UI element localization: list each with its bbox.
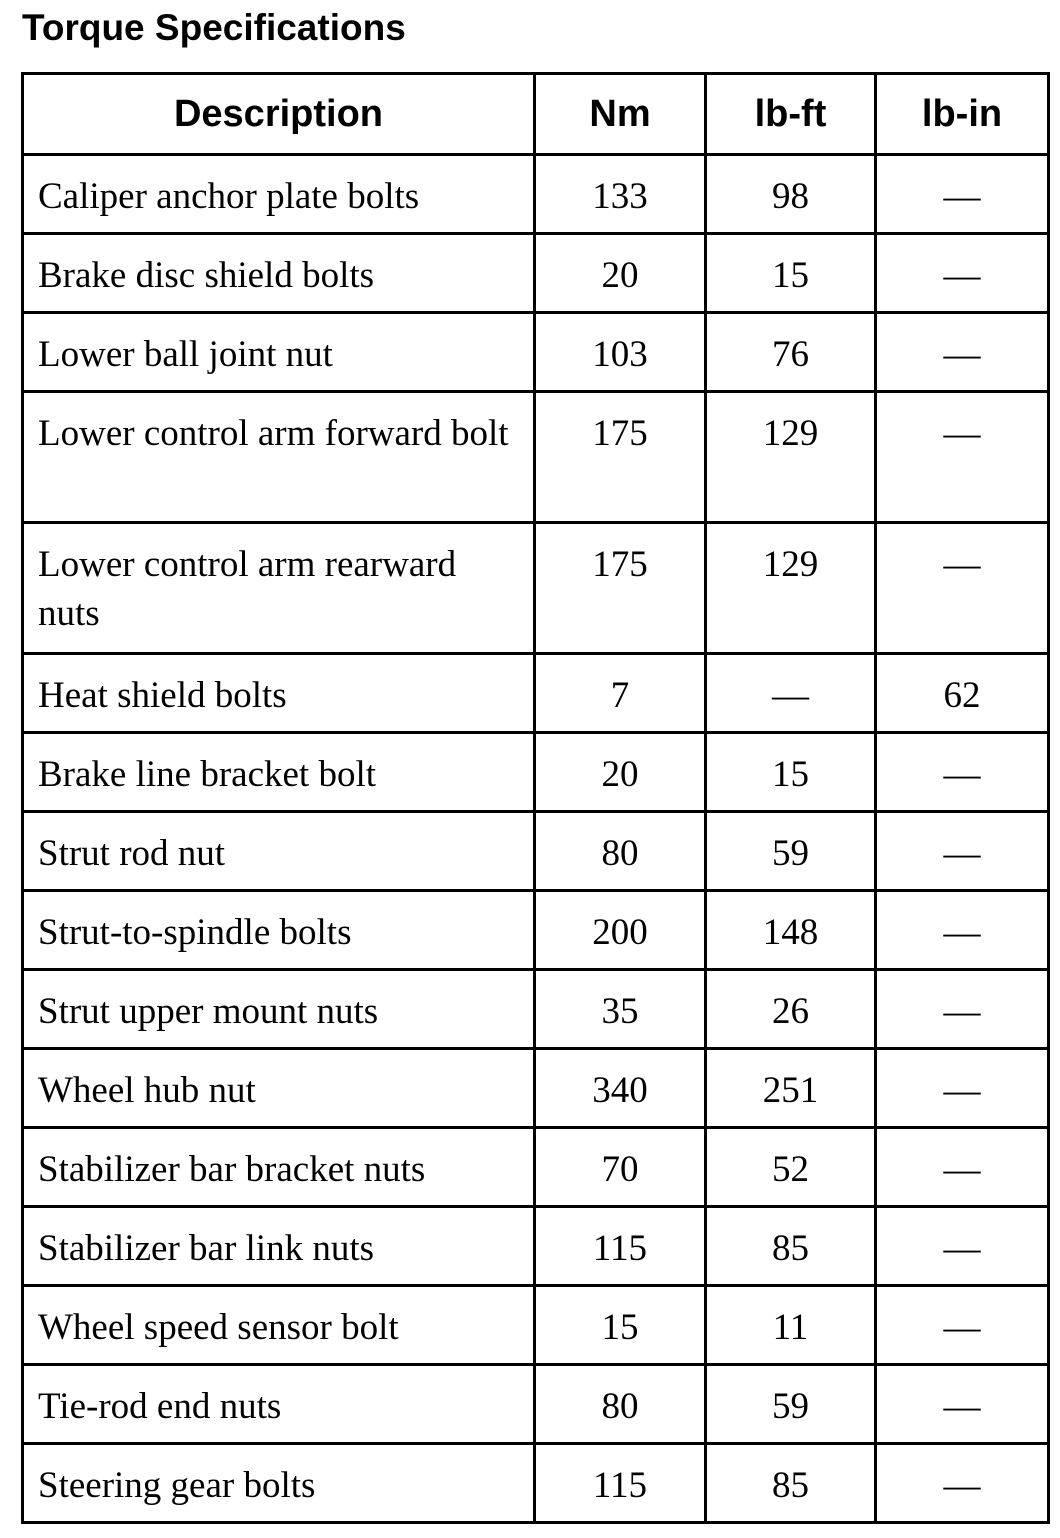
lb-ft-cell: 129 xyxy=(706,523,876,654)
lb-in-cell: — xyxy=(876,1365,1049,1444)
header-row xyxy=(23,74,1049,155)
column-header-description: Description xyxy=(23,74,535,155)
lb-ft-cell: 59 xyxy=(706,812,876,891)
lb-ft-cell: 148 xyxy=(706,891,876,970)
description-cell: Strut rod nut xyxy=(23,812,535,891)
description-cell: Tie-rod end nuts xyxy=(23,1365,535,1444)
nm-cell: 200 xyxy=(535,891,706,970)
lb-ft-cell: 52 xyxy=(706,1128,876,1207)
table-row xyxy=(23,654,1049,733)
lb-in-cell: — xyxy=(876,891,1049,970)
lb-in-cell: — xyxy=(876,313,1049,392)
table-row xyxy=(23,812,1049,891)
lb-ft-cell: 76 xyxy=(706,313,876,392)
table-row xyxy=(23,1128,1049,1207)
nm-cell: 7 xyxy=(535,654,706,733)
table-row xyxy=(23,234,1049,313)
nm-cell: 115 xyxy=(535,1444,706,1523)
table-row xyxy=(23,1444,1049,1523)
description-cell: Stabilizer bar bracket nuts xyxy=(23,1128,535,1207)
description-cell: Brake disc shield bolts xyxy=(23,234,535,313)
lb-ft-cell: 15 xyxy=(706,234,876,313)
description-cell: Strut upper mount nuts xyxy=(23,970,535,1049)
lb-ft-cell: 251 xyxy=(706,1049,876,1128)
lb-in-cell: — xyxy=(876,1207,1049,1286)
lb-ft-cell: 26 xyxy=(706,970,876,1049)
description-cell: Lower control arm forward bolt xyxy=(23,392,535,523)
column-header-nm: Nm xyxy=(535,74,706,155)
description-cell: Strut-to-spindle bolts xyxy=(23,891,535,970)
lb-in-cell: — xyxy=(876,1128,1049,1207)
lb-in-cell: — xyxy=(876,1286,1049,1365)
lb-ft-cell: 15 xyxy=(706,733,876,812)
nm-cell: 20 xyxy=(535,234,706,313)
description-cell: Brake line bracket bolt xyxy=(23,733,535,812)
description-cell: Steering gear bolts xyxy=(23,1444,535,1523)
page-title: Torque Specifications xyxy=(22,7,406,48)
description-cell: Heat shield bolts xyxy=(23,654,535,733)
lb-in-cell: — xyxy=(876,155,1049,234)
description-cell: Lower control arm rearward nuts xyxy=(23,523,535,654)
table-row xyxy=(23,155,1049,234)
description-cell: Wheel speed sensor bolt xyxy=(23,1286,535,1365)
lb-in-cell: — xyxy=(876,1049,1049,1128)
lb-in-cell: — xyxy=(876,733,1049,812)
table-row xyxy=(23,392,1049,523)
nm-cell: 175 xyxy=(535,392,706,523)
lb-in-cell: — xyxy=(876,1444,1049,1523)
lb-in-cell: 62 xyxy=(876,654,1049,733)
description-cell: Wheel hub nut xyxy=(23,1049,535,1128)
table-row xyxy=(23,1049,1049,1128)
table-row xyxy=(23,1365,1049,1444)
nm-cell: 103 xyxy=(535,313,706,392)
lb-ft-cell: 85 xyxy=(706,1444,876,1523)
table-row xyxy=(23,523,1049,654)
table-row xyxy=(23,733,1049,812)
nm-cell: 175 xyxy=(535,523,706,654)
lb-ft-cell: 11 xyxy=(706,1286,876,1365)
lb-in-cell: — xyxy=(876,523,1049,654)
table-row xyxy=(23,1207,1049,1286)
lb-ft-cell: 129 xyxy=(706,392,876,523)
description-cell: Lower ball joint nut xyxy=(23,313,535,392)
lb-ft-cell: — xyxy=(706,654,876,733)
description-cell: Caliper anchor plate bolts xyxy=(23,155,535,234)
lb-in-cell: — xyxy=(876,392,1049,523)
lb-ft-cell: 59 xyxy=(706,1365,876,1444)
torque-spec-table xyxy=(21,72,1050,1524)
nm-cell: 15 xyxy=(535,1286,706,1365)
lb-ft-cell: 98 xyxy=(706,155,876,234)
nm-cell: 80 xyxy=(535,1365,706,1444)
nm-cell: 70 xyxy=(535,1128,706,1207)
description-cell: Stabilizer bar link nuts xyxy=(23,1207,535,1286)
table-row xyxy=(23,970,1049,1049)
lb-ft-cell: 85 xyxy=(706,1207,876,1286)
lb-in-cell: — xyxy=(876,970,1049,1049)
lb-in-cell: — xyxy=(876,812,1049,891)
nm-cell: 35 xyxy=(535,970,706,1049)
nm-cell: 20 xyxy=(535,733,706,812)
table-row xyxy=(23,891,1049,970)
nm-cell: 340 xyxy=(535,1049,706,1128)
column-header-lb-in: lb-in xyxy=(876,74,1049,155)
column-header-lb-ft: lb-ft xyxy=(706,74,876,155)
nm-cell: 133 xyxy=(535,155,706,234)
table-row xyxy=(23,1286,1049,1365)
nm-cell: 80 xyxy=(535,812,706,891)
table-row xyxy=(23,313,1049,392)
lb-in-cell: — xyxy=(876,234,1049,313)
nm-cell: 115 xyxy=(535,1207,706,1286)
